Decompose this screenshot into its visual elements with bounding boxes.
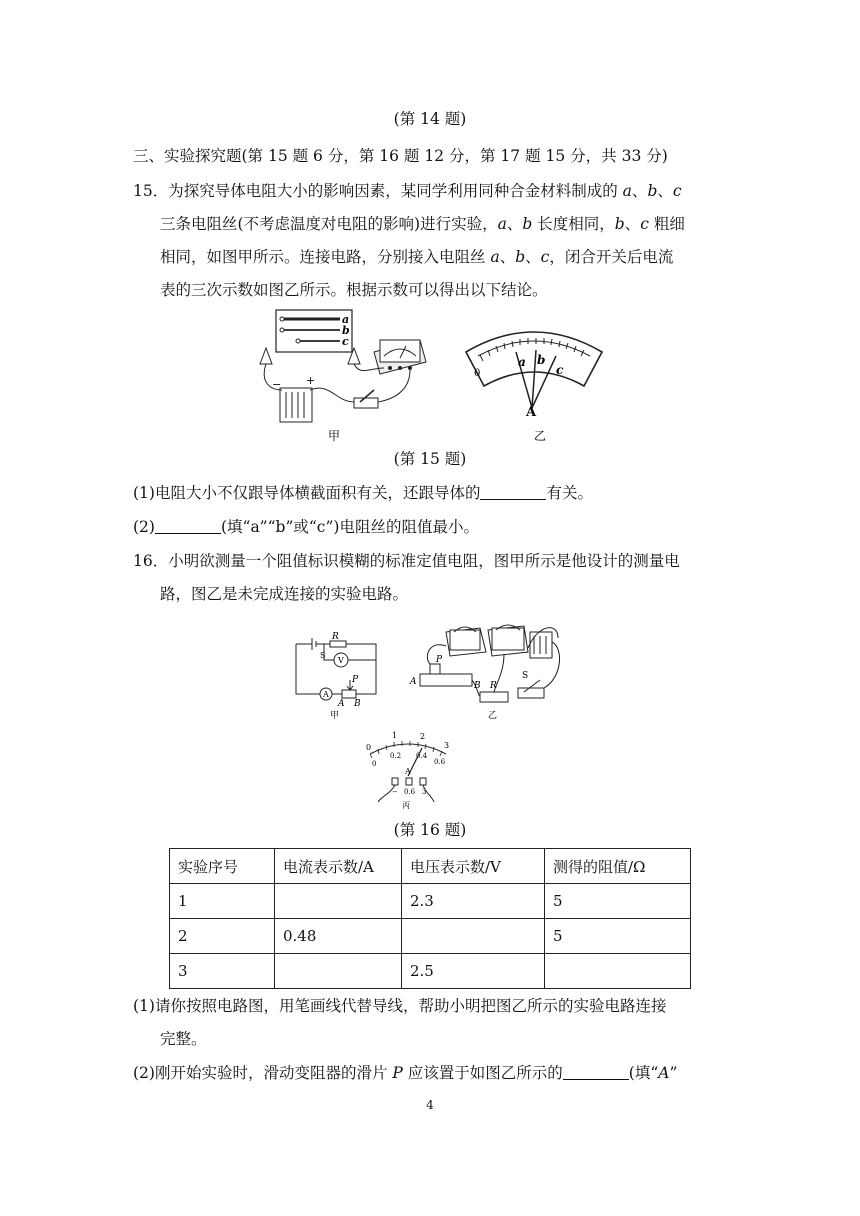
circuit-label-a: A: [323, 690, 329, 699]
table-cell: 1: [170, 884, 275, 919]
table-cell: [402, 919, 545, 954]
q16-line-2: 路，图乙是未完成连接的实验电路。: [160, 585, 409, 603]
q15-line-2: 三条电阻丝(不考虑温度对电阻的影响)进行实验，a、b 长度相同，b、c 粗细: [160, 215, 685, 233]
caption-q15: (第 15 题): [393, 450, 467, 468]
q15-line-4: 表的三次示数如图乙所示。根据示数可以得出以下结论。: [160, 281, 548, 299]
ammeter-bottom-tick-3: 0.6: [434, 758, 446, 766]
data-table: [169, 848, 691, 989]
fig-label-yi: 乙: [534, 429, 547, 443]
answer-blank[interactable]: [480, 483, 546, 500]
q15-line-1: 15．为探究导体电阻大小的影响因素，某同学利用同种合金材料制成的 a、b、c: [133, 182, 682, 200]
table-cell: 5: [545, 919, 691, 954]
caption-q16: (第 16 题): [393, 821, 467, 839]
figure-q16-ammeter: [360, 730, 460, 814]
ammeter-top-tick-3: 3: [444, 741, 450, 750]
table-header-row: [170, 849, 691, 884]
wire-label-a: a: [342, 313, 350, 326]
q16-subquestion-2: (2)刚开始实验时，滑动变阻器的滑片 P 应该置于如图乙所示的 (填“A”: [133, 1064, 678, 1082]
table-cell: [275, 954, 402, 989]
q16-line-1: 16．小明欲测量一个阻值标识模糊的标准定值电阻，图甲所示是他设计的测量电: [133, 552, 680, 570]
q15-subquestion-1: (1)电阻大小不仅跟导体横截面积有关，还跟导体的 有关。: [133, 484, 593, 502]
pointer-label-b: b: [537, 353, 546, 367]
pointer-label-c: c: [556, 363, 564, 377]
table-row: [170, 919, 691, 954]
ammeter-top-tick-2: 2: [420, 732, 426, 741]
table-cell: 5: [545, 884, 691, 919]
battery-minus-label: −: [272, 378, 282, 391]
table-row: [170, 954, 691, 989]
fig-label-jia: 甲: [330, 711, 340, 721]
ammeter-top-tick-1: 1: [392, 731, 398, 740]
circuit-label-v: V: [338, 656, 344, 665]
ammeter-bottom-tick-2: 0.4: [416, 752, 428, 760]
table-cell: 2.3: [402, 884, 545, 919]
apparatus-label-b: B: [474, 681, 481, 691]
battery-plus-label: +: [306, 374, 316, 387]
apparatus-label-a: A: [410, 677, 417, 687]
fig-label-bing: 丙: [402, 801, 410, 810]
circuit-label-s: S: [320, 651, 326, 660]
question-number: 15．: [133, 182, 169, 200]
pointer-label-a: a: [518, 355, 526, 369]
table-header: 电流表示数/A: [275, 849, 402, 884]
caption-q14: (第 14 题): [393, 110, 467, 128]
meter-zero-label: 0: [474, 368, 481, 379]
circuit-label-r: R: [332, 632, 339, 642]
q15-line-3: 相同，如图甲所示。连接电路，分别接入电阻丝 a、b、c，闭合开关后电流: [160, 248, 674, 266]
ammeter-bottom-tick-1: 0.2: [390, 752, 402, 760]
circuit-label-p: P: [352, 675, 359, 685]
apparatus-label-s: S: [522, 671, 529, 681]
answer-blank[interactable]: [563, 1063, 629, 1080]
wire-label-c: c: [342, 335, 349, 348]
table-cell: 3: [170, 954, 275, 989]
fig-label-yi: 乙: [488, 711, 498, 721]
wire-label-b: b: [342, 324, 350, 337]
ammeter-terminal-minus: −: [392, 788, 398, 796]
question-number: 16．: [133, 552, 169, 570]
circuit-label-end-a: A: [338, 699, 345, 709]
table-header: 电压表示数/V: [402, 849, 545, 884]
meter-unit-label: A: [526, 405, 537, 420]
ammeter-top-tick-0: 0: [366, 743, 372, 752]
section-heading: 三、实验探究题(第 15 题 6 分，第 16 题 12 分，第 17 题 15 分，共 33 分): [133, 147, 668, 165]
ammeter-bottom-tick-0: 0: [372, 760, 377, 768]
answer-blank[interactable]: [155, 517, 221, 534]
table-cell: 2.5: [402, 954, 545, 989]
table-cell: [275, 884, 402, 919]
ammeter-terminal-06: 0.6: [404, 788, 416, 796]
table-header: 测得的阻值/Ω: [545, 849, 691, 884]
table-header: 实验序号: [170, 849, 275, 884]
ammeter-terminal-3: 3: [422, 788, 427, 796]
q16-subquestion-1-line-2: 完整。: [160, 1030, 207, 1048]
figure-q15-meter: [460, 324, 610, 444]
q16-subquestion-1-line-1: (1)请你按照电路图，用笔画线代替导线，帮助小明把图乙所示的实验电路连接: [133, 997, 667, 1015]
apparatus-label-p: P: [436, 655, 443, 665]
table-row: [170, 884, 691, 919]
figure-q16-circuit: [290, 632, 386, 722]
table-cell: 2: [170, 919, 275, 954]
ammeter-unit: A: [405, 767, 411, 776]
table-cell: 0.48: [275, 919, 402, 954]
page-number: 4: [426, 1098, 434, 1112]
q15-subquestion-2: (2) (填“a”“b”或“c”)电阻丝的阻值最小。: [133, 518, 479, 536]
table-cell: [545, 954, 691, 989]
circuit-label-end-b: B: [354, 699, 361, 709]
fig-label-jia: 甲: [328, 429, 341, 443]
figure-q15-apparatus: [250, 306, 430, 448]
figure-q16-apparatus: [408, 618, 568, 724]
apparatus-label-r: R: [490, 681, 497, 691]
